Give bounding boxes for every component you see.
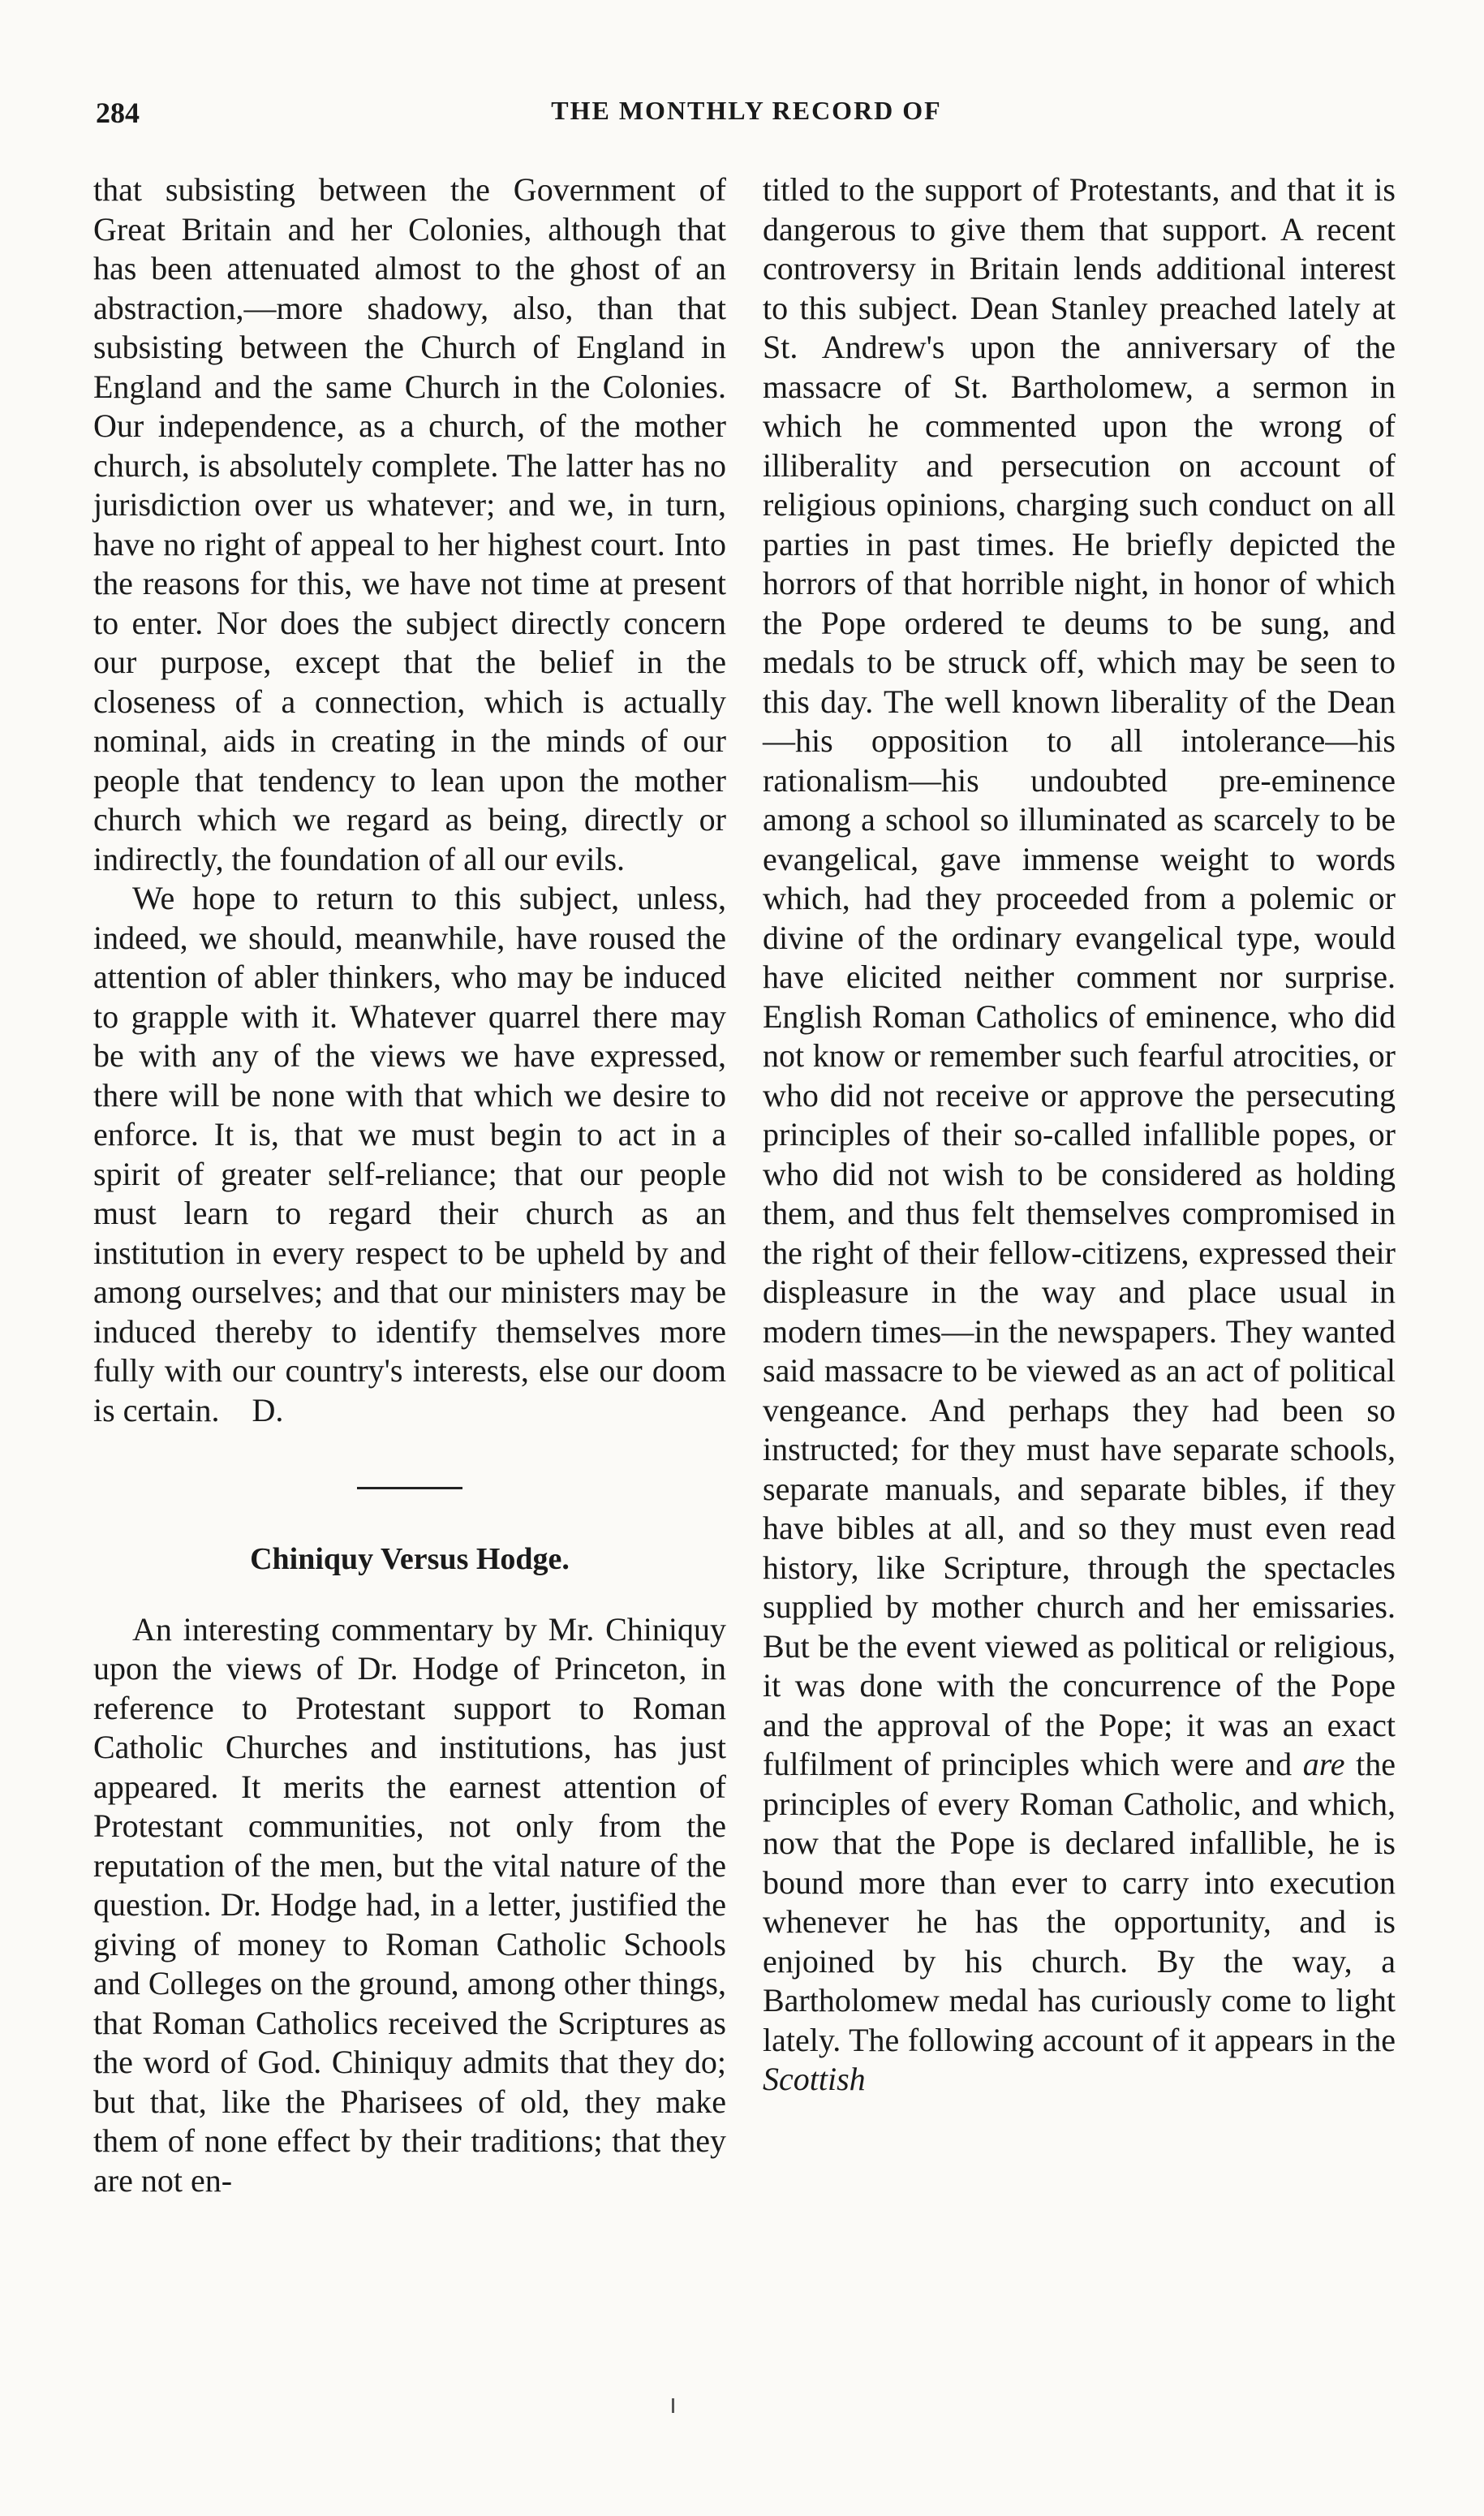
section-divider: [357, 1487, 462, 1489]
running-title: THE MONTHLY RECORD OF: [551, 96, 942, 125]
page-header: [96, 96, 1397, 144]
left-paragraph-1: that subsisting between the Government of Great Britain and her Colonies, although that has been attenuated almost to the ghost of an abstraction,—more shadowy, also, than that subsisting between the Church of England in England and the same Church in the Colonies. Our independence, as a church, of the mother church, is absolutely complete. The latter has no jurisdiction over us whatever; and we, in turn, have no right of appeal to her highest court. Into the reasons for this, we have not time at present to enter. Nor does the subject directly concern our purpose, except that the belief in the closeness of a connection, which is actually nominal, aids in creating in the minds of our people that tendency to lean upon the mother church which we regard as being, directly or indirectly, the foundation of all our evils.: [93, 171, 726, 877]
emphasized-tail: Scottish: [763, 2061, 866, 2097]
right-paragraph-1: [763, 170, 1396, 2100]
right-paragraph-1-text: titled to the support of Protestants, and that it is dangerous to give them that support. A recent controversy in Britain lends additional interest to this subject. Dean Stanley preached lately at St. Andrew's upon the anniversary of the massacre of St. Bartholomew, a sermon in which he commented upon the wrong of illiberality and persecution on account of religious opinions, charging such conduct on all parties in past times. He briefly depicted the horrors of that horrible night, in honor of which the Pope ordered te deums to be sung, and medals to be struck off, which may be seen to this day. The well known liberality of the Dean—his opposition to all intolerance—his rationalism—his undoubted pre-eminence among a school so illuminated as scarcely to be evangelical, gave immense weight to words which, had they proceeded from a polemic or divine of the ordinary evangelical type, would have elicited neither comment nor surprise. English Roman Catholics of eminence, who did not know or remember such fearful atrocities, or who did not receive or approve the persecuting principles of their so-called infallible popes, or who did not wish to be considered as holding them, and thus felt themselves compromised in the right of their fellow-citizens, expressed their displeasure in the way and place usual in modern times—in the newspapers. They wanted said massacre to be viewed as an act of political vengeance. And perhaps they had been so instructed; for they must have separate schools, separate manuals, and separate bibles, if they have bibles at all, and so they must even read history, like Scripture, through the spectacles supplied by mother church and her emissaries. But be the event viewed as political or religious, it was done with the concurrence of the Pope and the approval of the Pope; it was an exact fulfilment of principles which were and: [763, 171, 1396, 1782]
left-paragraph-3: An interesting commentary by Mr. Chiniquy upon the views of Dr. Hodge of Princeton, in reference to Protestant support to Roman Catholic Churches and institutions, has just appeared. It merits the earnest attention of Protestant communities, not only from the reputation of the men, but the vital nature of the question. Dr. Hodge had, in a letter, justified the giving of money to Roman Catholic Schools and Colleges on the ground, among other things, that Roman Catholics received the Scriptures as the word of God. Chiniquy admits that they do; but that, like the Pharisees of old, they make them of none effect by their traditions; that they are not en-: [93, 1610, 726, 2199]
right-column: [763, 170, 1396, 2100]
footer-mark: [672, 2398, 674, 2413]
article-title: Chiniquy Versus Hodge.: [250, 1542, 570, 1576]
page-number: 284: [96, 97, 140, 129]
right-paragraph-1-end: the principles of every Roman Catholic, and which, now that the Pope is declared infallible, he is bound more than ever to carry into execution whenever he has the opportunity, and is enjoined by his church. By the way, a Bartholomew medal has curiously come to light lately. The following account of it appears in the: [763, 1746, 1396, 2058]
left-paragraph-2: [93, 879, 726, 1430]
emphasized-word: are: [1302, 1746, 1345, 1782]
left-column: [93, 170, 726, 2200]
left-paragraph-2-text: We hope to return to this subject, unless, indeed, we should, meanwhile, have roused the attention of abler thinkers, who may be induced to grapple with it. Whatever quarrel there may be with any of the views we have expressed, there will be none with that which we desire to enforce. It is, that we must begin to act in a spirit of greater self-reliance; that our people must learn to regard their church as an institution in every respect to be upheld by and among ourselves; and that our ministers may be induced thereby to identify themselves more fully with our country's interests, else our doom is certain.: [93, 880, 726, 1428]
signature: D.: [252, 1391, 284, 1428]
